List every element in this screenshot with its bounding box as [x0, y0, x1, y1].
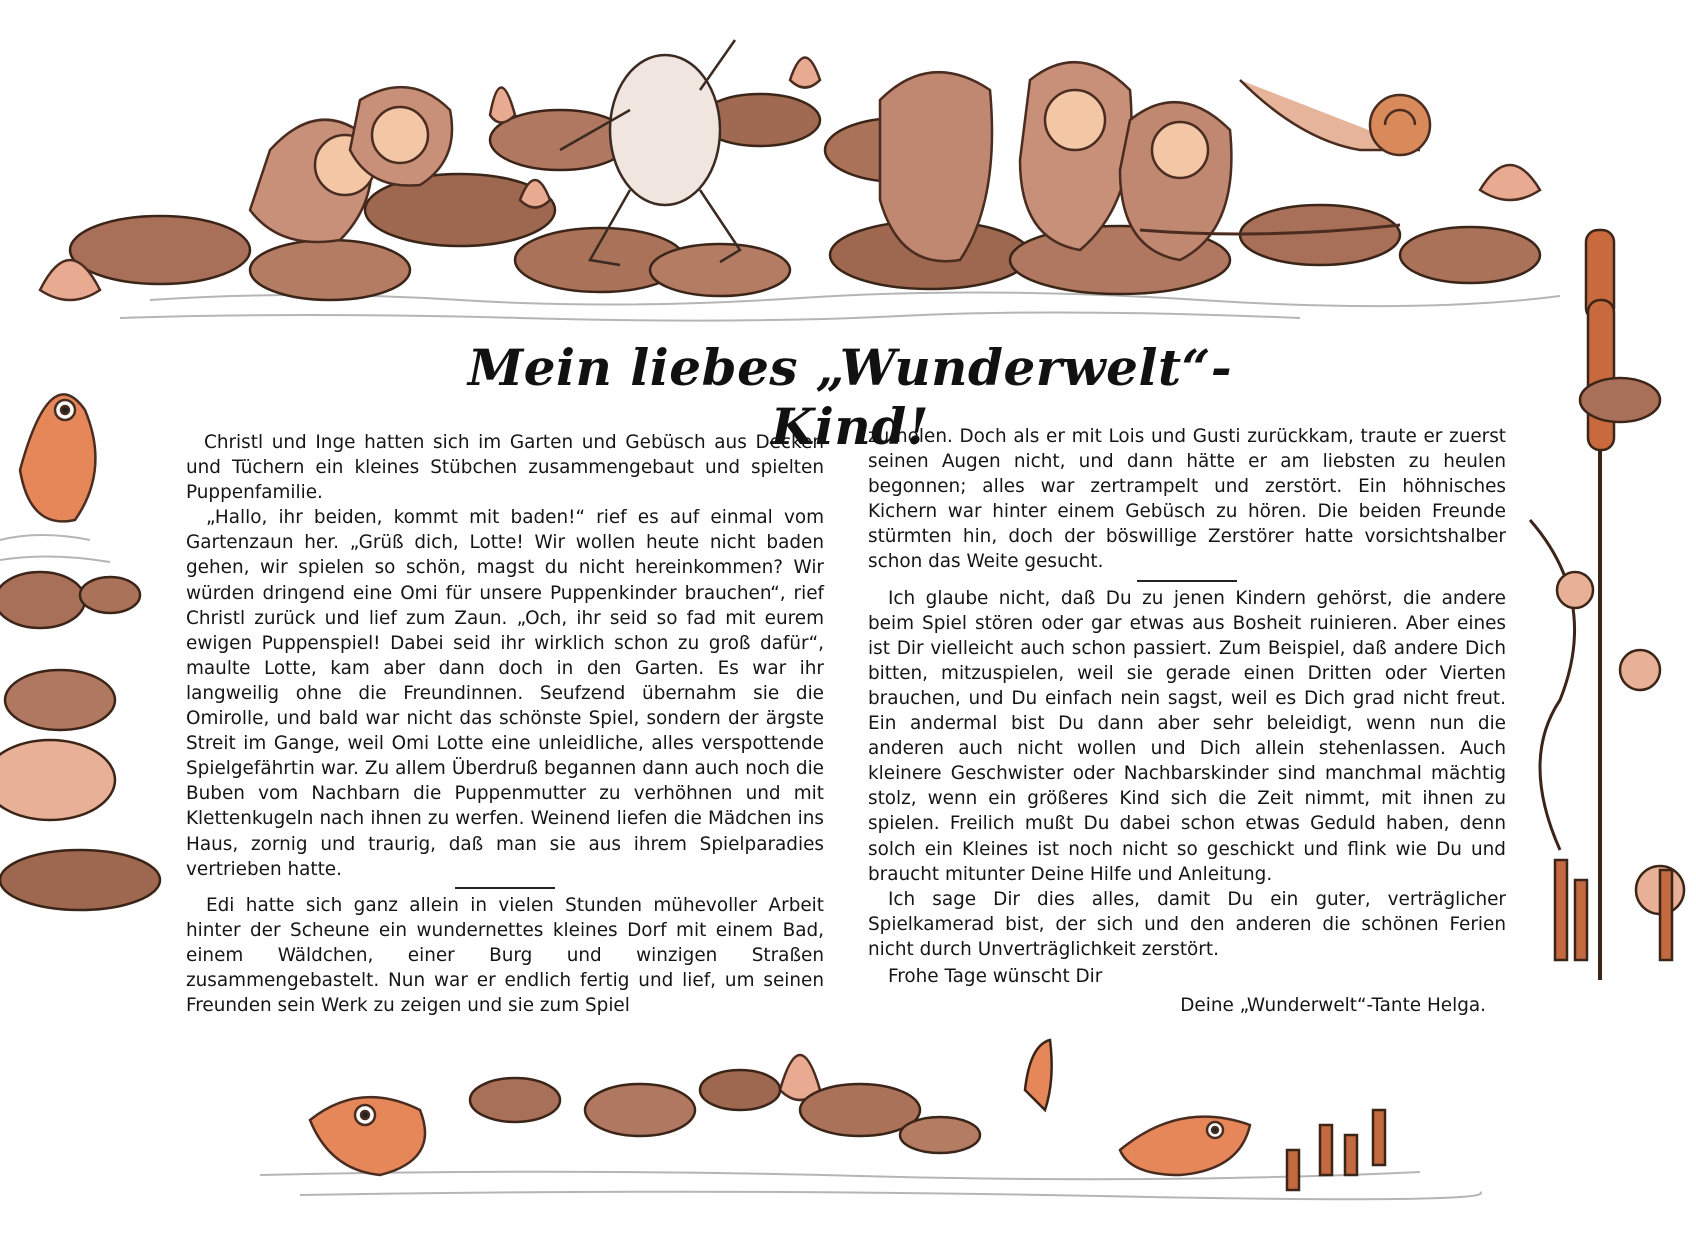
paragraph: zu holen. Doch als er mit Lois und Gusti zurückkam, traute er zuerst seinen Augen nicht, und dann hätte er am liebsten zu heulen begonnen; alles war zertrampelt und zerstört. Ein höhnisches Kichern war hinter einem Gebüsch zu hören. Die beiden Freunde stürmten hin, doch der böswillige Zerstörer hatte vorsichtshalber schon das Weite gesucht. [868, 426, 1506, 573]
signature: Deine „Wunderwelt“-Tante Helga. [1180, 995, 1486, 1017]
right-border-cattail [1530, 230, 1684, 980]
goldfish-left [20, 394, 95, 521]
letter-title: Mein liebes „Wunderwelt“-Kind! [467, 338, 1233, 456]
snail-top [1240, 80, 1430, 155]
right-text-column [868, 424, 1506, 1018]
paragraph: „Hallo, ihr beiden, kommt mit baden!“ rief es auf einmal vom Gartenzaun her. „Grüß dich, Lotte! Wir wollen heute nicht baden gehen, wir spielen so schön, magst du nicht hereinkommen? Wir würden dringend eine Omi für unsere Puppenkinder brauchen“, rief Christl zurück und lief zum Zaun. „Och, ihr seid so fad mit eurem ewigen Puppenspiel! Dabei seid ihr wirklich schon zu groß dafür“, maulte Lotte, kam aber dann doch in den Garten. Es war ihr langweilig ohne die Freundinnen. Seufzend übernahm sie die Omirolle, und bald war nicht das schönste Spiel, sondern der ärgste Streit im Gange, weil Omi Lotte eine unleidliche, alles verspottende Spielgefährtin war. Zu allem Überdruß begannen dann auch noch die Buben vom Nachbarn die Puppenmutter zu verhöhnen und mit Klettenkugeln nach ihnen zu werfen. Weinend liefen die Mädchen ins Haus, zornig und traurig, daß man sie aus ihrem Spielparadies vertrieben hatte. [186, 507, 824, 880]
goldfish-bottom-left [310, 1097, 425, 1175]
paragraph: Christl und Inge hatten sich im Garten und Gebüsch aus Decken und Tüchern ein kleines Stübchen zusammengebaut und spielten Puppenfamilie. [186, 432, 824, 504]
goldfish-bottom-right [1120, 1117, 1250, 1175]
closing-greeting: Frohe Tage wünscht Dir [888, 965, 1103, 987]
left-text-column [186, 430, 824, 1018]
paragraph: Ich sage Dir dies alles, damit Du ein guter, verträglicher Spielkamerad bist, der sich und den anderen die schönen Ferien nicht durch Unverträglichkeit zerstört. [868, 888, 1506, 960]
left-border-plants [0, 572, 160, 910]
paragraph: Edi hatte sich ganz allein in vielen Stunden mühevoller Arbeit hinter der Scheune ein wundernettes kleines Dorf mit einem Bad, einem Wäldchen, einer Burg und winzigen Straßen zusammengebastelt. Nun war er endlich fertig und lief, um seinen Freunden sein Werk zu zeigen und sie zum Spiel [186, 894, 824, 1017]
bottom-border-plants [470, 1040, 1385, 1190]
section-divider [455, 887, 555, 889]
section-divider [1137, 580, 1237, 582]
paragraph: Ich glaube nicht, daß Du zu jenen Kindern gehörst, die andere beim Spiel stören oder gar etwas aus Bosheit ruinieren. Aber eines ist Dir vielleicht auch schon passiert. Zum Beispiel, daß andere Dich bitten, mitzuspielen, weil sie gerade einen Dritten oder Vierten brauchen, und Du einfach nein sagst, weil es Dich grad nicht freut. Ein andermal bist Du dann aber sehr beleidigt, wenn nun die anderen auch nicht wollen und Dich allein stehenlassen. Auch kleinere Geschwister oder Nachbarskinder sind manchmal mächtig stolz, wenn ein größeres Kind sich die Zeit nimmt, mit ihnen zu spielen. Freilich mußt Du dabei schon etwas Geduld haben, denn solch ein Kleines ist noch nicht so geschickt und flink wie Du und braucht mitunter Deine Hilfe und Anleitung. [868, 587, 1506, 885]
